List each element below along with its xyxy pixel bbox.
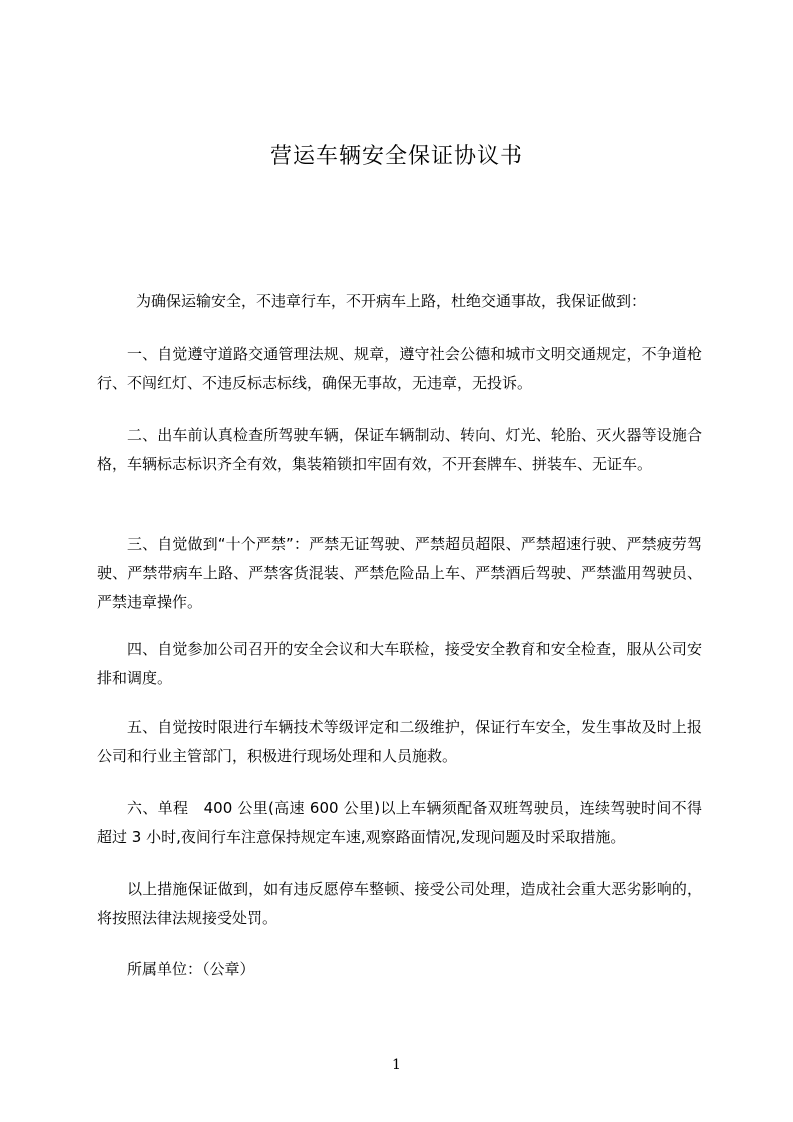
intro-paragraph: 为确保运输安全，不违章行车，不开病车上路，杜绝交通事故，我保证做到： (136, 292, 647, 310)
clause-1: 一、自觉遵守道路交通管理法规、规章，遵守社会公德和城市文明交通规定，不争道枪行、不闯红灯、不违反标志标线，确保无事故，无违章，无投诉。 (97, 345, 702, 392)
page-number: 1 (392, 1057, 401, 1073)
clause-2: 二、出车前认真检查所驾驶车辆，保证车辆制动、转向、灯光、轮胎、灭火器等设施合格，车辆标志标识齐全有效，集装箱锁扣牢固有效，不开套牌车、拼装车、无证车。 (97, 426, 702, 473)
unit-seal-label: 所属单位：（公章） (127, 960, 255, 978)
clause-4: 四、自觉参加公司召开的安全会议和大车联检，接受安全教育和安全检查，服从公司安排和调度。 (97, 640, 702, 687)
document-title: 营运车辆安全保证协议书 (269, 144, 523, 169)
clause-6: 六、单程 400 公里(高速 600 公里)以上车辆须配备双班驾驶员，连续驾驶时间不得超过 3 小时,夜间行车注意保持规定车速,观察路面情况,发现问题及时采取措施。 (97, 799, 702, 846)
clause-3: 三、自觉做到“十个严禁”：严禁无证驾驶、严禁超员超限、严禁超速行驶、严禁疲劳驾驶、严禁带病车上路、严禁客货混装、严禁危险品上车、严禁酒后驾驶、严禁滥用驾驶员、严禁违章操作。 (97, 535, 702, 611)
closing-paragraph: 以上措施保证做到，如有违反愿停车整顿、接受公司处理，造成社会重大恶劣影响的，将按照法律法规接受处罚。 (97, 880, 702, 927)
clause-5: 五、自觉按时限进行车辆技术等级评定和二级维护，保证行车安全，发生事故及时上报公司和行业主管部门，积极进行现场处理和人员施救。 (97, 718, 702, 765)
